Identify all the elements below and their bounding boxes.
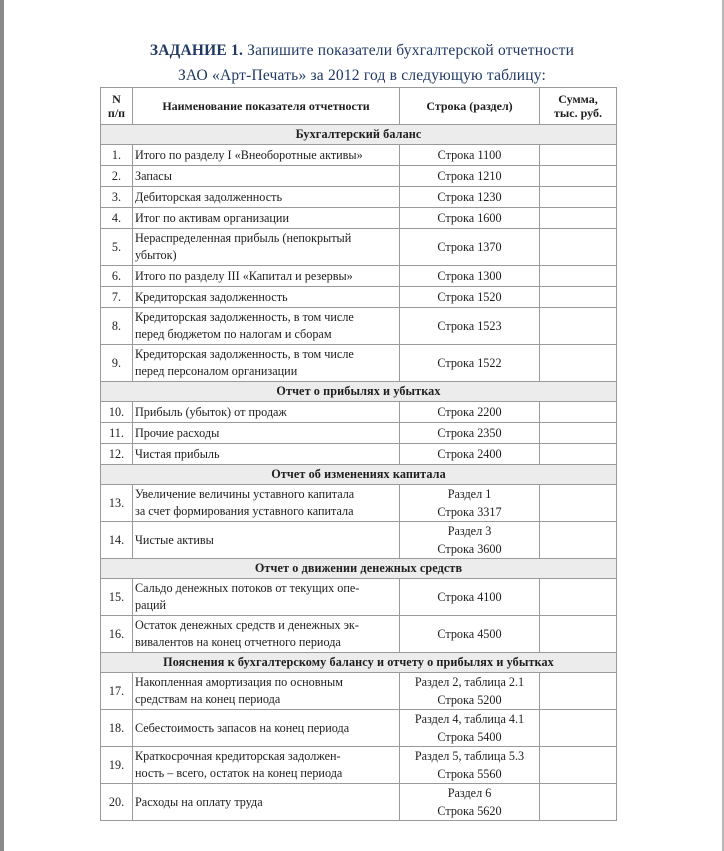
header-indicator-name: Наименование показателя отчетности [133,88,400,125]
report-line-text: Строка 4100 [437,590,502,604]
row-number: 16. [101,616,133,653]
report-line [400,444,540,465]
indicator-name [133,616,400,653]
section-header-row [101,653,617,673]
section-header-row [101,465,617,485]
indicator-name-line: Итого по разделу I «Внеоборотные активы» [135,147,363,162]
indicator-name [133,579,400,616]
amount-cell[interactable] [540,673,617,710]
report-line-text: Строка 1523 [437,319,502,333]
report-line-text: Раздел 6 [447,786,492,800]
amount-cell[interactable] [540,145,617,166]
indicator-name [133,522,400,559]
indicator-name [133,485,400,522]
indicator-name-line: Расходы на оплату труда [135,794,263,809]
report-line [400,187,540,208]
indicator-name-line: Дебиторская задолженность [135,189,282,204]
indicator-name-line: за счет формирования уставного капитала [135,504,354,518]
indicator-name-line: Итог по активам организации [135,210,289,225]
row-number: 18. [101,710,133,747]
report-line [400,166,540,187]
report-line-text: Строка 5200 [437,693,502,707]
row-number: 4. [101,208,133,229]
table-row [101,673,617,710]
row-number: 19. [101,747,133,784]
header-number [101,88,133,125]
indicator-name [133,187,400,208]
report-line-text: Строка 2200 [437,405,502,419]
table-row [101,229,617,266]
indicator-name-line: перед бюджетом по налогам и сборам [135,327,332,341]
amount-cell[interactable] [540,308,617,345]
indicator-name-line: Чистые активы [135,532,214,547]
report-line-text: Строка 1230 [437,190,502,204]
report-line-text: Строка 4500 [437,627,502,641]
table-row [101,747,617,784]
indicator-name [133,308,400,345]
header-amount-line2: тыс. руб. [554,106,602,120]
row-number: 17. [101,673,133,710]
table-row [101,208,617,229]
indicator-name-line: Краткосрочная кредиторская задолжен- [135,749,341,763]
table-body [101,125,617,821]
report-line-text: Строка 1370 [437,240,502,254]
table-row [101,423,617,444]
header-line: Строка (раздел) [400,88,540,125]
indicator-name-line: Кредиторская задолженность, в том числе [135,310,354,324]
indicator-name [133,266,400,287]
report-line-text: Строка 5620 [437,804,502,818]
section-title: Отчет о прибылях и убытках [101,382,617,402]
table-row [101,444,617,465]
indicator-name-line: Прибыль (убыток) от продаж [135,404,287,419]
indicator-name [133,229,400,266]
amount-cell[interactable] [540,747,617,784]
task-title-text: Запишите показатели бухгалтерской отчетности [243,42,575,59]
report-line-text: Раздел 4, таблица 4.1 [414,712,525,726]
report-line [400,616,540,653]
amount-cell[interactable] [540,710,617,747]
section-title: Бухгалтерский баланс [101,125,617,145]
section-title: Отчет об изменениях капитала [101,465,617,485]
report-line-text: Строка 5560 [437,767,502,781]
row-number: 7. [101,287,133,308]
indicator-name-line: Нераспределенная прибыль (непокрытый [135,231,352,245]
indicator-name-line: Накопленная амортизация по основным [135,675,343,689]
report-line-text: Раздел 2, таблица 2.1 [414,675,525,689]
report-line-text: Строка 2350 [437,426,502,440]
section-title: Отчет о движении денежных средств [101,559,617,579]
amount-cell[interactable] [540,345,617,382]
row-number: 14. [101,522,133,559]
header-amount [540,88,617,125]
report-line-text: Строка 1520 [437,290,502,304]
task-title-line2: ЗАО «Арт-Печать» за 2012 год в следующую таблицу: [177,67,547,84]
amount-cell[interactable] [540,187,617,208]
indicator-name-line: Кредиторская задолженность [135,289,288,304]
row-number: 12. [101,444,133,465]
amount-cell[interactable] [540,423,617,444]
section-header-row [101,125,617,145]
indicator-name-line: Остаток денежных средств и денежных эк- [135,618,359,632]
table-row [101,187,617,208]
report-line [400,579,540,616]
indicator-name-line: Чистая прибыль [135,446,220,461]
table-row [101,784,617,821]
amount-cell[interactable] [540,616,617,653]
table-header-row [101,88,617,125]
report-line [400,266,540,287]
indicator-name [133,166,400,187]
row-number: 15. [101,579,133,616]
indicator-name [133,673,400,710]
indicator-name [133,784,400,821]
amount-cell[interactable] [540,522,617,559]
indicator-name [133,747,400,784]
report-line [400,710,540,747]
section-header-row [101,559,617,579]
row-number: 20. [101,784,133,821]
indicator-name-line: Кредиторская задолженность, в том числе [135,347,354,361]
header-number-line2: п/п [107,106,126,120]
amount-cell[interactable] [540,208,617,229]
report-line [400,423,540,444]
report-line [400,287,540,308]
indicator-name [133,444,400,465]
table-row [101,579,617,616]
report-line [400,522,540,559]
report-line [400,673,540,710]
indicator-name [133,208,400,229]
indicator-name-line: Итого по разделу III «Капитал и резервы» [135,268,353,283]
amount-cell[interactable] [540,784,617,821]
report-line-text: Раздел 3 [447,524,492,538]
indicator-name-line: ность – всего, остаток на конец периода [135,766,343,780]
table-row [101,616,617,653]
window-left-border [0,0,4,851]
task-number: ЗАДАНИЕ 1. [149,42,244,59]
table-row [101,166,617,187]
indicator-name-line: средствам на конец периода [135,692,281,706]
amount-cell[interactable] [540,287,617,308]
indicator-name [133,145,400,166]
report-line-text: Строка 1522 [437,356,502,370]
report-line [400,145,540,166]
indicator-name [133,345,400,382]
report-line-text: Строка 3600 [437,542,502,556]
table-row [101,522,617,559]
report-line [400,784,540,821]
report-line [400,345,540,382]
indicator-name-line: Сальдо денежных потоков от текущих опе- [135,581,360,595]
report-line [400,208,540,229]
report-line [400,229,540,266]
row-number: 8. [101,308,133,345]
table-row [101,287,617,308]
header-amount-line1: Сумма, [558,92,598,106]
indicator-name-line: перед персоналом организации [135,364,298,378]
amount-cell[interactable] [540,402,617,423]
report-line-text: Строка 5400 [437,730,502,744]
amount-cell[interactable] [540,444,617,465]
table-row [101,145,617,166]
indicator-name [133,710,400,747]
table-row [101,710,617,747]
row-number: 9. [101,345,133,382]
row-number: 6. [101,266,133,287]
amount-cell[interactable] [540,579,617,616]
indicator-name-line: Прочие расходы [135,425,220,440]
report-line-text: Строка 1600 [437,211,502,225]
indicator-name-line: раций [135,598,167,612]
row-number: 5. [101,229,133,266]
amount-cell[interactable] [540,266,617,287]
amount-cell[interactable] [540,229,617,266]
section-title: Пояснения к бухгалтерскому балансу и отчету о прибылях и убытках [101,653,617,673]
table-row [101,485,617,522]
row-number: 2. [101,166,133,187]
table-row [101,266,617,287]
report-line-text: Строка 2400 [437,447,502,461]
indicator-name-line: убыток) [135,248,177,262]
task-title-line1 [0,38,724,63]
indicator-name [133,287,400,308]
indicator-name-line: Себестоимость запасов на конец периода [135,720,350,735]
table-row [101,308,617,345]
indicator-name-line: Увеличение величины уставного капитала [135,487,355,501]
reporting-table [100,87,617,821]
report-line [400,308,540,345]
row-number: 10. [101,402,133,423]
report-line [400,747,540,784]
amount-cell[interactable] [540,166,617,187]
report-line [400,402,540,423]
indicator-name-line: Запасы [135,168,172,183]
indicator-name [133,423,400,444]
task-title [0,38,724,88]
section-header-row [101,382,617,402]
report-line-text: Строка 1100 [437,148,502,162]
table-row [101,402,617,423]
row-number: 13. [101,485,133,522]
row-number: 11. [101,423,133,444]
report-line-text: Строка 1210 [437,169,502,183]
amount-cell[interactable] [540,485,617,522]
report-line-text: Строка 1300 [437,269,502,283]
header-number-line1: N [112,92,121,106]
indicator-name [133,402,400,423]
report-line-text: Раздел 5, таблица 5.3 [414,749,525,763]
row-number: 1. [101,145,133,166]
table-row [101,345,617,382]
report-line-text: Строка 3317 [437,505,502,519]
indicator-name-line: вивалентов на конец отчетного периода [135,635,341,649]
report-line-text: Раздел 1 [447,487,492,501]
row-number: 3. [101,187,133,208]
report-line [400,485,540,522]
